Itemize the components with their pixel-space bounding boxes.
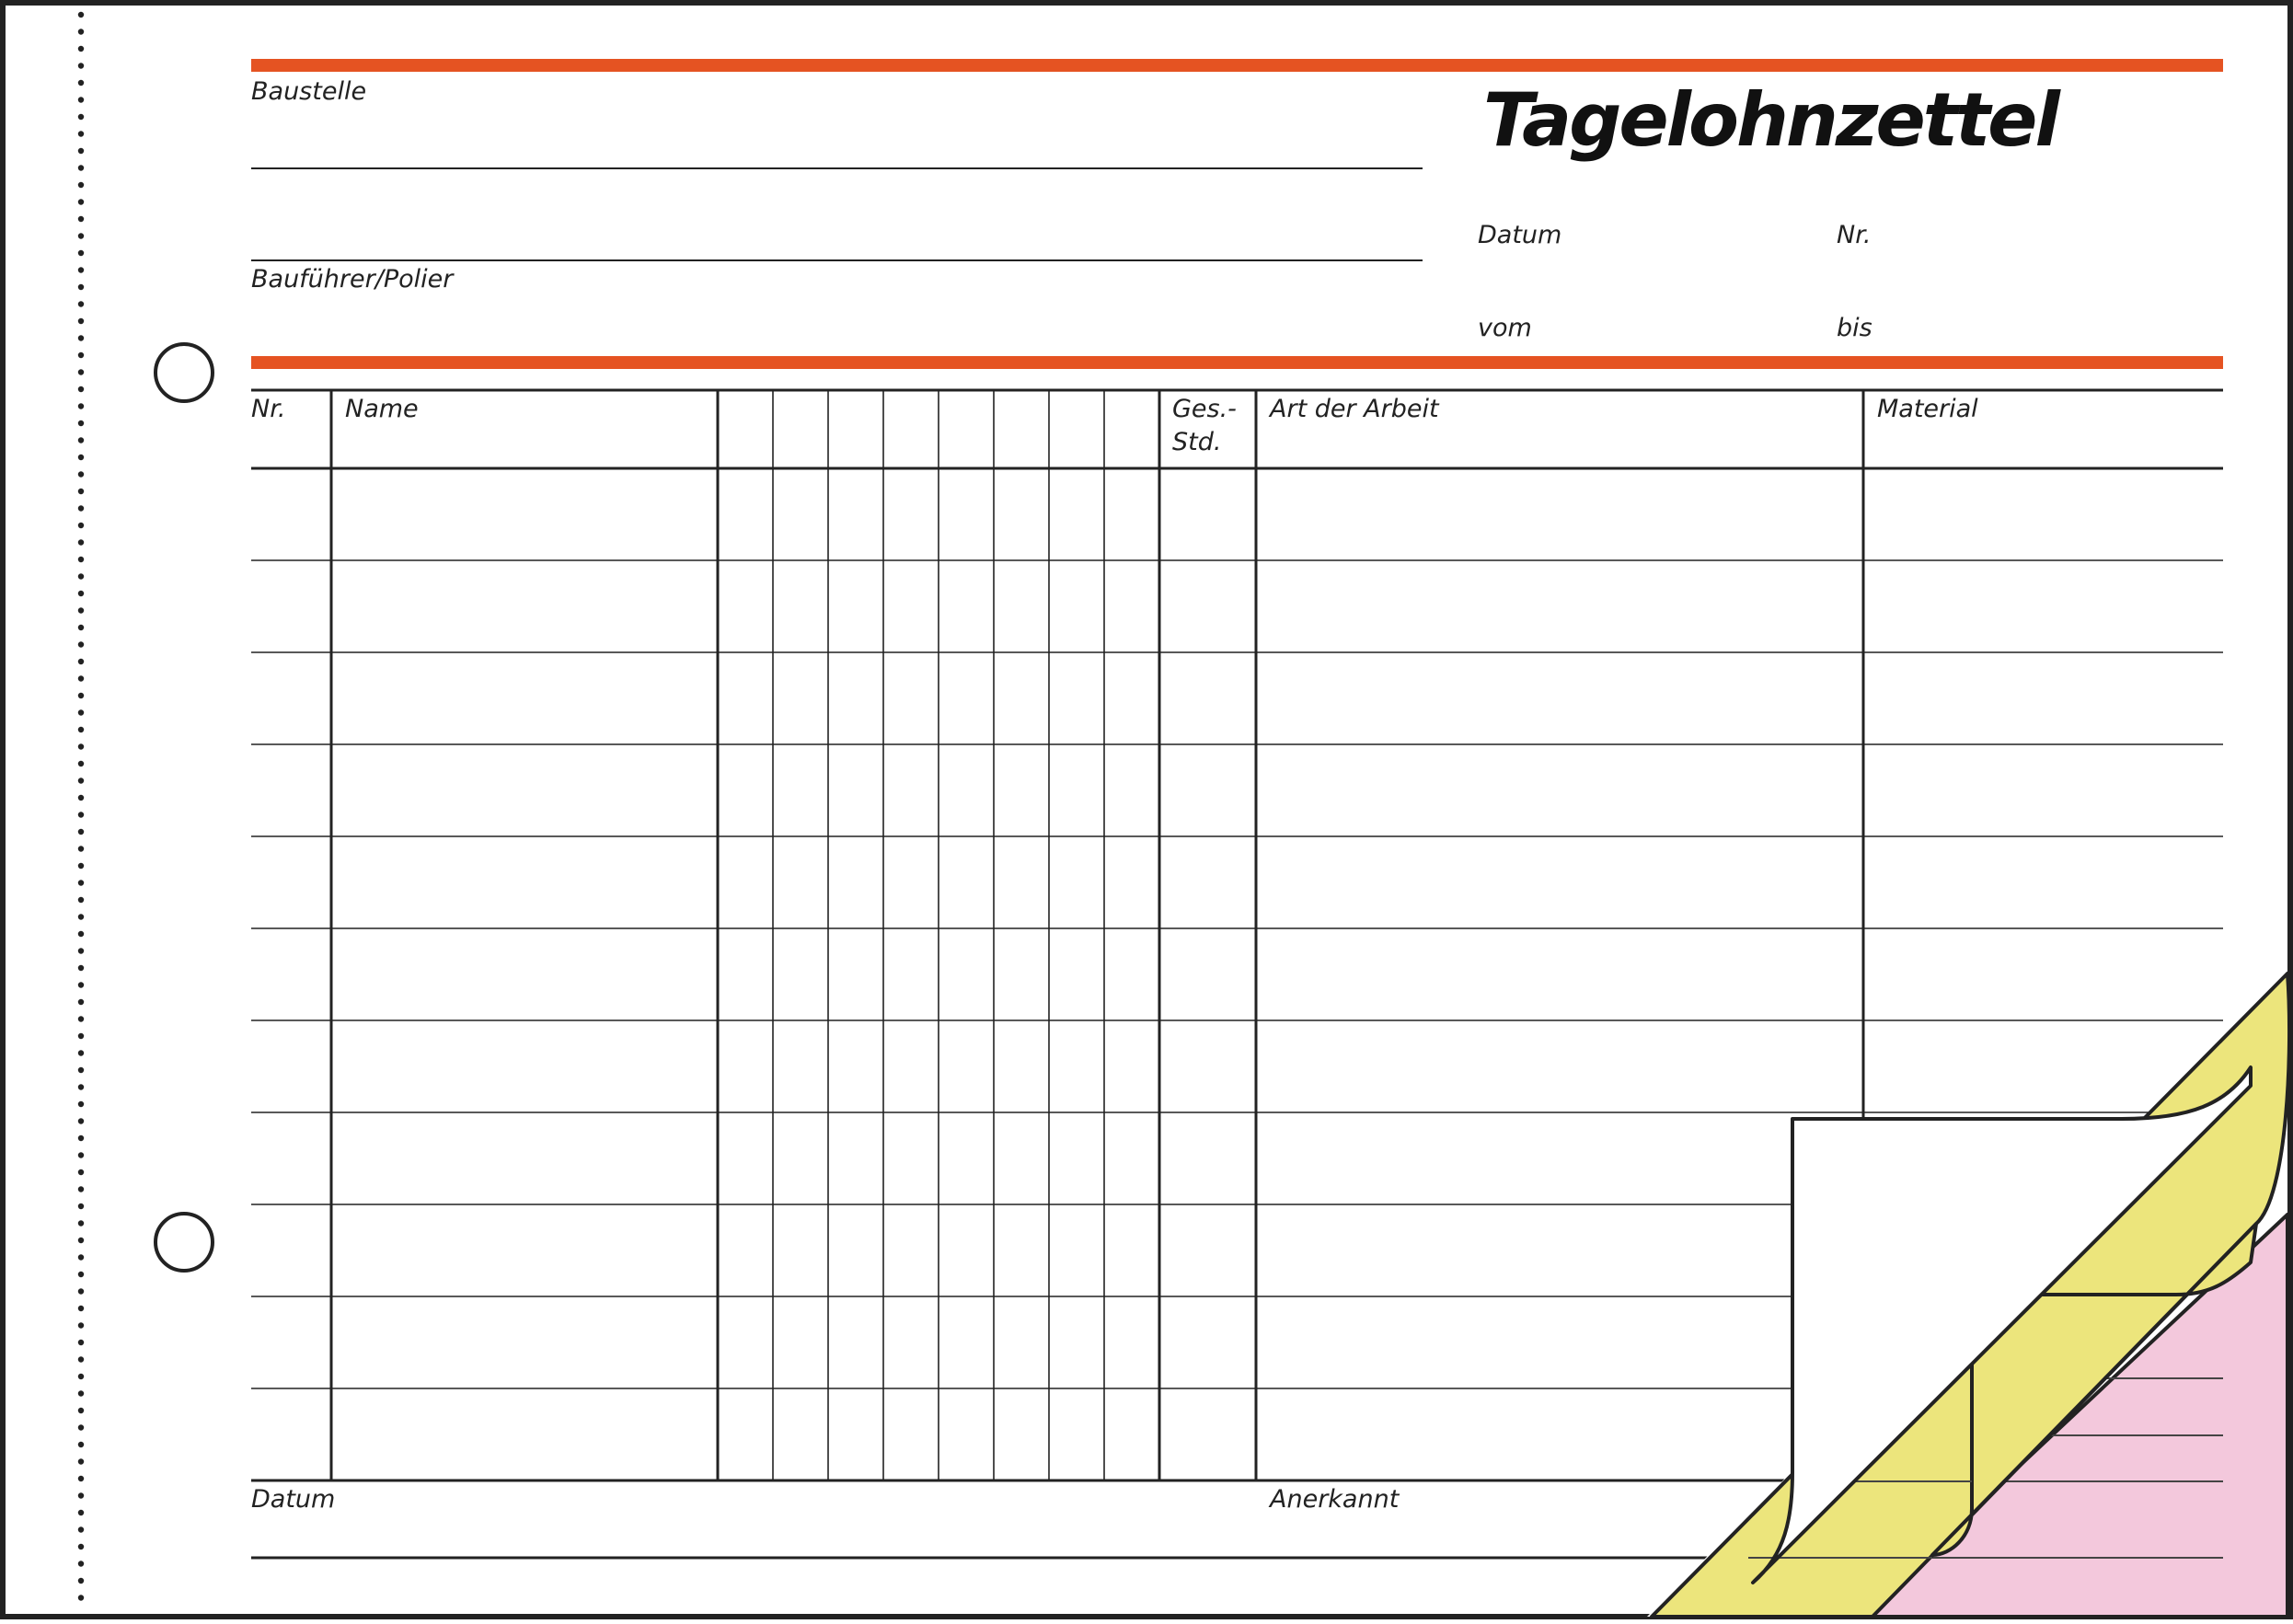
perforation-dot bbox=[78, 1084, 84, 1089]
perforation-dot bbox=[78, 539, 84, 545]
datum-header-label: Datum bbox=[1478, 221, 1562, 249]
accent-bar-middle bbox=[251, 356, 2223, 369]
perforation-dot bbox=[78, 557, 84, 562]
perforation-dot bbox=[78, 250, 84, 256]
perforation-dot bbox=[78, 727, 84, 732]
perforation-dot bbox=[78, 1306, 84, 1311]
perforation-dot bbox=[78, 284, 84, 290]
perforation-dot bbox=[78, 1186, 84, 1192]
perforation-dot bbox=[78, 693, 84, 698]
perforation-dot bbox=[78, 846, 84, 851]
perforation-dot bbox=[78, 335, 84, 340]
perforation-dot bbox=[78, 1390, 84, 1396]
perforation-dot bbox=[78, 1322, 84, 1328]
carbon-copy-corner bbox=[1647, 973, 2289, 1617]
perforation-dot bbox=[78, 931, 84, 937]
perforation-dot bbox=[78, 1238, 84, 1243]
col-header-nr: Nr. bbox=[251, 395, 286, 423]
perforation-dot bbox=[78, 182, 84, 188]
perforation-dot bbox=[78, 948, 84, 953]
perforation-dot bbox=[78, 437, 84, 443]
perforation-dot bbox=[78, 829, 84, 835]
col-header-material: Material bbox=[1877, 395, 1978, 423]
perforation-dot bbox=[78, 1510, 84, 1515]
col-header-ges: Ges.- bbox=[1172, 395, 1237, 423]
perforation-dot bbox=[78, 1169, 84, 1175]
perforation-dot bbox=[78, 1476, 84, 1481]
perforation-dot bbox=[78, 795, 84, 800]
accent-bar-top bbox=[251, 59, 2223, 72]
perforation-dot bbox=[78, 369, 84, 374]
perforation-dot bbox=[78, 471, 84, 477]
perforation-dot bbox=[78, 1595, 84, 1600]
perforation-dot bbox=[78, 1101, 84, 1107]
perforation-dot bbox=[78, 165, 84, 170]
perforation-dot bbox=[78, 1492, 84, 1498]
perforation-dot bbox=[78, 12, 84, 17]
vom-label: vom bbox=[1478, 314, 1532, 342]
nr-header-label: Nr. bbox=[1837, 221, 1872, 249]
perforation-dot bbox=[78, 63, 84, 68]
perforation-dot bbox=[78, 148, 84, 154]
perforation-dot bbox=[78, 625, 84, 630]
perforation-dot bbox=[78, 659, 84, 664]
perforation-dot bbox=[78, 1016, 84, 1021]
col-header-art: Art der Arbeit bbox=[1270, 395, 1439, 423]
perforation-dot bbox=[78, 80, 84, 86]
perforation-dot bbox=[78, 1067, 84, 1073]
perforation-dot bbox=[78, 1561, 84, 1566]
perforation-dot bbox=[78, 1578, 84, 1584]
perforation-dot bbox=[78, 523, 84, 528]
perforation-dot bbox=[78, 709, 84, 715]
perforation-dot bbox=[78, 999, 84, 1005]
perforation-dot bbox=[78, 607, 84, 613]
col-header-name: Name bbox=[345, 395, 419, 423]
baustelle-label: Baustelle bbox=[251, 77, 367, 106]
table-column-lines bbox=[331, 390, 1863, 1480]
perforation-dot bbox=[78, 1374, 84, 1379]
perforation-dot bbox=[78, 863, 84, 869]
perforation-dot bbox=[78, 29, 84, 34]
perforation-dot bbox=[78, 982, 84, 987]
perforation-dot bbox=[78, 455, 84, 460]
perforation-dot bbox=[78, 505, 84, 511]
perforation-dot bbox=[78, 897, 84, 903]
perforation-dot bbox=[78, 301, 84, 306]
perforation-dot bbox=[78, 573, 84, 579]
perforation-dot bbox=[78, 386, 84, 392]
perforation-dot bbox=[78, 1458, 84, 1464]
perforation-dot bbox=[78, 46, 84, 52]
col-header-std: Std. bbox=[1172, 428, 1222, 456]
perforation-dot bbox=[78, 1544, 84, 1549]
perforation-line bbox=[78, 12, 84, 1601]
perforation-dot bbox=[78, 1288, 84, 1294]
perforation-dot bbox=[78, 420, 84, 426]
perforation-dot bbox=[78, 1135, 84, 1141]
punch-hole-bottom bbox=[156, 1214, 213, 1271]
perforation-dot bbox=[78, 131, 84, 136]
perforation-dot bbox=[78, 1050, 84, 1055]
perforation-dot bbox=[78, 1118, 84, 1123]
perforation-dot bbox=[78, 641, 84, 647]
perforation-dot bbox=[78, 1408, 84, 1413]
perforation-dot bbox=[78, 267, 84, 272]
form-title: Tagelohnzettel bbox=[1483, 77, 2057, 163]
perforation-dot bbox=[78, 965, 84, 971]
perforation-dot bbox=[78, 1220, 84, 1226]
perforation-dot bbox=[78, 880, 84, 885]
perforation-dot bbox=[78, 591, 84, 596]
perforation-dot bbox=[78, 1442, 84, 1447]
perforation-dot bbox=[78, 352, 84, 358]
perforation-dot bbox=[78, 914, 84, 919]
bis-label: bis bbox=[1837, 314, 1872, 342]
perforation-dot bbox=[78, 812, 84, 817]
perforation-dot bbox=[78, 1340, 84, 1345]
perforation-dot bbox=[78, 318, 84, 324]
perforation-dot bbox=[78, 403, 84, 409]
perforation-dot bbox=[78, 216, 84, 222]
perforation-dot bbox=[78, 199, 84, 204]
perforation-dot bbox=[78, 114, 84, 120]
perforation-dot bbox=[78, 1204, 84, 1209]
perforation-dot bbox=[78, 1526, 84, 1532]
perforation-dot bbox=[78, 761, 84, 766]
perforation-dot bbox=[78, 1033, 84, 1039]
perforation-dot bbox=[78, 233, 84, 238]
baufuehrer-label: Bauführer/Polier bbox=[251, 265, 454, 294]
perforation-dot bbox=[78, 97, 84, 102]
perforation-dot bbox=[78, 777, 84, 783]
perforation-dot bbox=[78, 675, 84, 681]
punch-hole-top bbox=[156, 344, 213, 401]
perforation-dot bbox=[78, 743, 84, 749]
perforation-dot bbox=[78, 1254, 84, 1260]
footer-datum-label: Datum bbox=[251, 1485, 336, 1514]
footer-anerkannt-label: Anerkannt bbox=[1270, 1485, 1400, 1514]
perforation-dot bbox=[78, 489, 84, 494]
perforation-dot bbox=[78, 1272, 84, 1277]
perforation-dot bbox=[78, 1356, 84, 1362]
perforation-dot bbox=[78, 1424, 84, 1430]
perforation-dot bbox=[78, 1152, 84, 1158]
